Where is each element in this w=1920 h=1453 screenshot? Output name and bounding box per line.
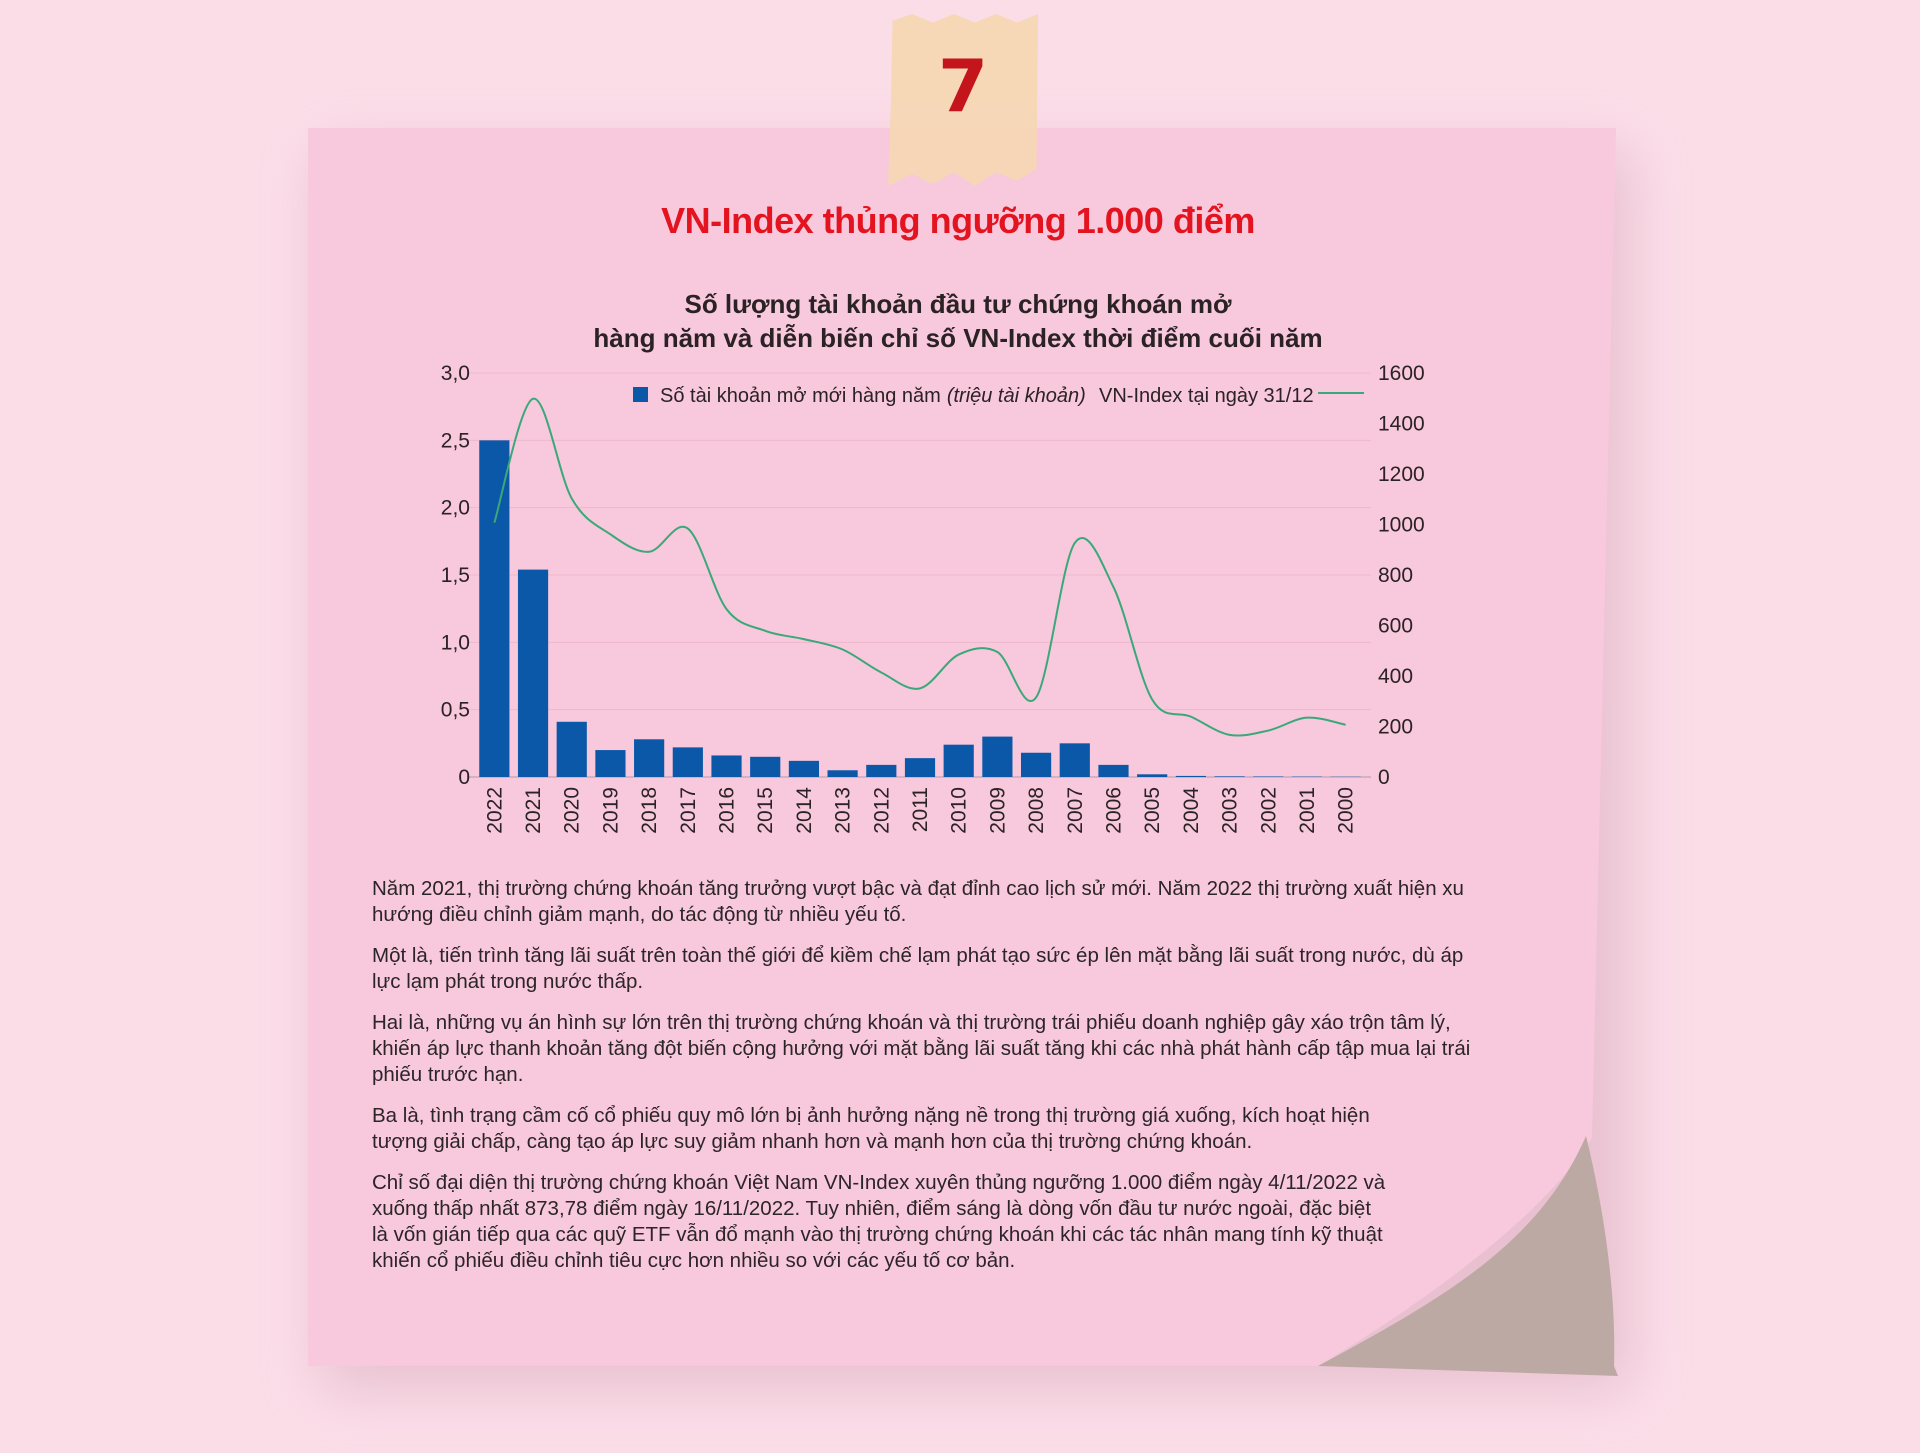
x-tick-label: 2000 — [1334, 787, 1358, 834]
bar — [828, 770, 858, 777]
article-body — [372, 876, 1472, 1289]
y2-tick-label: 800 — [1378, 564, 1414, 587]
bar — [750, 757, 780, 777]
y2-tick-label: 1400 — [1378, 412, 1425, 436]
bar — [944, 745, 974, 777]
bar — [982, 737, 1012, 777]
badge-number: 7 — [937, 44, 989, 128]
y-tick-label: 1,5 — [440, 564, 470, 587]
bar — [1098, 765, 1128, 777]
paragraph-5: Chỉ số đại diện thị trường chứng khoán Việt Nam VN-Index xuyên thủng ngưỡng 1.000 điểm ngày 4/11/2022 và xuống thấp nhất 873,78 điểm ngày 16/11/2022. Tuy nhiên, điểm sáng là dòng vốn đầu tư nước ngoài, đặc biệt là vốn gián tiếp qua các quỹ ETF vẫn đổ mạnh vào thị trường chứng khoán khi các tác nhân mang tính kỹ thuật khiến cổ phiếu điều chỉnh tiêu cực hơn nhiều so với các yếu tố cơ bản. — [372, 1171, 1386, 1272]
y2-tick-label: 1000 — [1378, 513, 1425, 537]
bar — [711, 755, 741, 777]
bar — [1060, 743, 1090, 777]
bar — [1021, 753, 1051, 777]
y2-tick-label: 400 — [1378, 665, 1414, 688]
x-tick-label: 2010 — [947, 787, 971, 834]
x-tick-label: 2012 — [870, 787, 894, 834]
paragraph-4: Ba là, tình trạng cầm cố cổ phiếu quy mô lớn bị ảnh hưởng nặng nề trong thị trường giá xuống, kích hoạt hiện tượng giải chấp, càng tạo áp lực suy giảm nhanh hơn và mạnh hơn của thị trường chứng khoán. — [372, 1104, 1370, 1153]
chart-legend — [633, 385, 1364, 407]
paragraph-3: Hai là, những vụ án hình sự lớn trên thị trường chứng khoán và thị trường trái phiếu doanh nghiệp gây xáo trộn tâm lý, khiến áp lực thanh khoản tăng đột biến cộng hưởng với mặt bằng lãi suất tăng khi các nhà phát hành cấp tập mua lại trái phiếu trước hạn. — [372, 1011, 1471, 1086]
y-tick-label: 0 — [458, 766, 470, 789]
bar-series — [479, 440, 1360, 777]
chart-grid — [467, 373, 1371, 777]
x-tick-label: 2021 — [522, 787, 546, 834]
y-tick-label: 0,5 — [440, 698, 470, 722]
x-tick-label: 2004 — [1179, 787, 1203, 834]
bar — [595, 750, 625, 777]
x-tick-label: 2007 — [1063, 787, 1087, 834]
x-tick-label: 2008 — [1025, 787, 1049, 834]
y-tick-label: 2,5 — [440, 429, 470, 453]
y-tick-label: 1,0 — [440, 631, 470, 655]
y-axis-right — [1378, 362, 1425, 789]
x-tick-label: 2016 — [715, 787, 739, 834]
x-tick-label: 2011 — [909, 787, 932, 833]
y2-tick-label: 200 — [1378, 715, 1414, 739]
x-tick-label: 2018 — [638, 787, 662, 834]
x-tick-label: 2002 — [1257, 787, 1281, 834]
legend-bars-text: Số tài khoản mở mới hàng năm — [660, 385, 941, 407]
chart-title-line-1: Số lượng tài khoản đầu tư chứng khoán mở — [684, 289, 1232, 319]
bar — [557, 722, 587, 777]
x-tick-label: 2006 — [1102, 787, 1126, 834]
bar — [1214, 776, 1244, 777]
y2-tick-label: 1200 — [1378, 463, 1425, 486]
x-tick-label: 2003 — [1218, 787, 1242, 834]
vn-index-line — [494, 399, 1345, 736]
headline: VN-Index thủng ngưỡng 1.000 điểm — [661, 200, 1255, 241]
y-axis-left — [441, 362, 470, 789]
paragraph-2: Một là, tiến trình tăng lãi suất trên toàn thế giới để kiềm chế lạm phát tạo sức ép lên mặt bằng lãi suất trong nước, dù áp lực lạm phát trong nước thấp. — [372, 944, 1464, 993]
bar — [1176, 776, 1206, 777]
x-tick-label: 2013 — [831, 787, 855, 834]
x-tick-label: 2020 — [560, 787, 584, 834]
bar — [518, 570, 548, 777]
chart-title-line-2: hàng năm và diễn biến chỉ số VN-Index thời điểm cuối năm — [593, 323, 1323, 353]
paragraph-1: Năm 2021, thị trường chứng khoán tăng trưởng vượt bậc và đạt đỉnh cao lịch sử mới. Năm 2022 thị trường xuất hiện xu hướng điều chỉnh giảm mạnh, do tác động từ nhiều yếu tố. — [372, 877, 1464, 926]
bar — [673, 747, 703, 777]
y2-tick-label: 0 — [1378, 766, 1390, 789]
legend-bars-label — [660, 385, 1086, 407]
bar — [905, 758, 935, 777]
bar — [1253, 776, 1283, 777]
y-tick-label: 3,0 — [440, 362, 470, 385]
y-tick-label: 2,0 — [440, 496, 470, 520]
legend-bars-unit: (triệu tài khoản) — [946, 385, 1086, 407]
x-tick-label: 2009 — [986, 787, 1010, 834]
x-tick-label: 2001 — [1295, 787, 1319, 834]
bar — [634, 739, 664, 777]
y2-tick-label: 1600 — [1378, 362, 1425, 385]
bar — [1137, 774, 1167, 777]
x-tick-label: 2005 — [1141, 787, 1165, 834]
x-tick-label: 2019 — [599, 787, 623, 834]
legend-bar-swatch — [633, 387, 648, 402]
bar — [866, 765, 896, 777]
legend-line-label: VN-Index tại ngày 31/12 — [1099, 385, 1314, 407]
x-tick-label: 2017 — [676, 787, 700, 834]
x-tick-label: 2015 — [754, 787, 778, 834]
bar — [789, 761, 819, 777]
x-axis — [483, 787, 1357, 834]
x-tick-label: 2014 — [792, 787, 816, 834]
x-tick-label: 2022 — [483, 787, 507, 834]
y2-tick-label: 600 — [1378, 614, 1414, 638]
bar — [479, 440, 509, 777]
